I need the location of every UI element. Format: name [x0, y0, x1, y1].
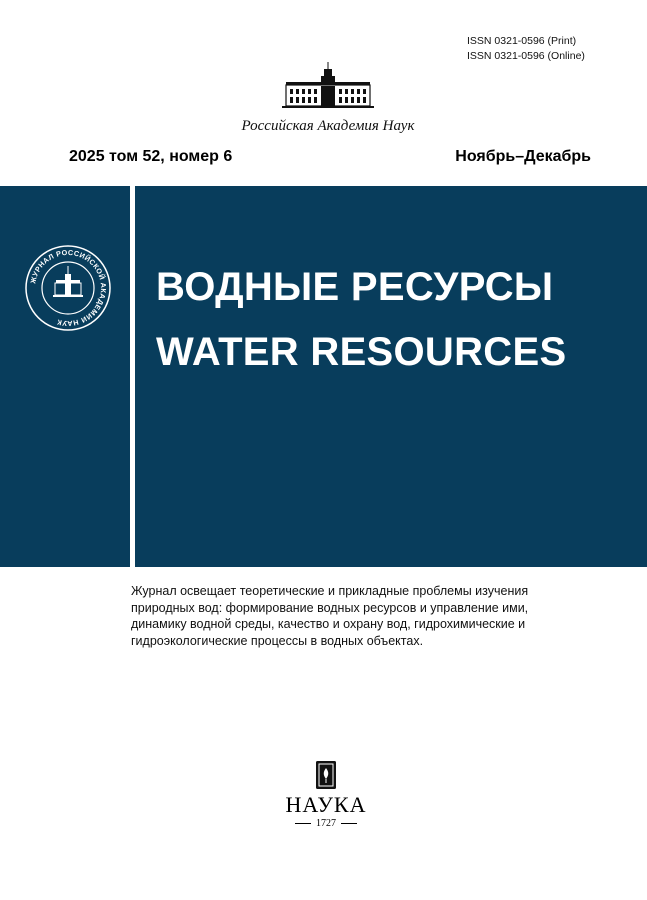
journal-title-en: WATER RESOURCES: [156, 330, 567, 374]
issue-volume-number: 2025 том 52, номер 6: [69, 148, 233, 165]
seal-text: ЖУРНАЛ РОССИЙСКОЙ АКАДЕМИИ НАУК: [28, 247, 109, 329]
publisher-name: НАУКА: [285, 792, 367, 817]
journal-seal-icon: [24, 244, 112, 332]
issn-block: [467, 34, 585, 64]
academy-name: Российская Академия Наук: [241, 118, 415, 134]
publisher-book-icon: [315, 760, 337, 790]
journal-title-ru: ВОДНЫЕ РЕСУРСЫ: [156, 265, 554, 309]
issue-info-row: [69, 148, 591, 170]
divider-line-right: [341, 823, 357, 824]
issn-online: ISSN 0321-0596 (Online): [467, 50, 585, 62]
divider-line-left: [295, 823, 311, 824]
issn-print: ISSN 0321-0596 (Print): [467, 35, 577, 47]
academy-building-logo: [230, 60, 426, 142]
publisher-year-row: [282, 818, 370, 829]
issue-months: Ноябрь–Декабрь: [455, 148, 591, 165]
publisher-year: 1727: [316, 818, 336, 829]
publisher-block: [282, 760, 370, 840]
journal-description: Журнал освещает теоретические и прикладные проблемы изучения природных вод: формирование водных ресурсов и управление ими, динамику водной среды, качество и охрану вод, гидрохимические и гидроэкологические процессы в водных объектах.: [131, 584, 529, 648]
band-divider: [130, 186, 135, 567]
